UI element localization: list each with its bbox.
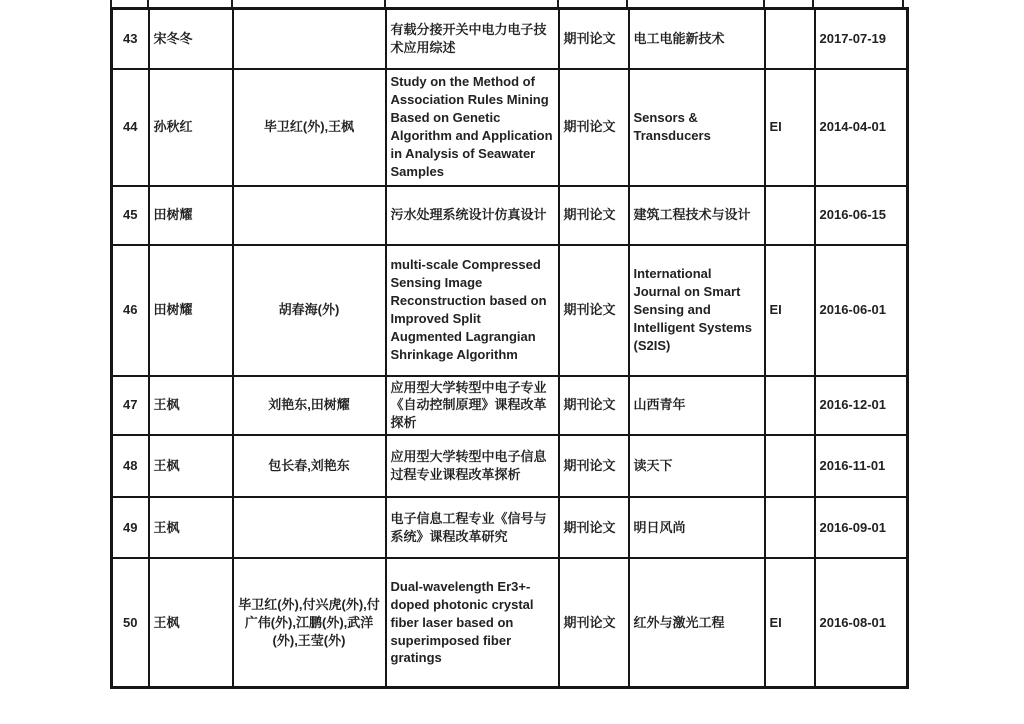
cell-title: 应用型大学转型中电子专业《自动控制原理》课程改革探析: [386, 376, 559, 436]
cell-type: 期刊论文: [559, 435, 629, 497]
cell-title: Dual-wavelength Er3+-doped photonic crystal fiber laser based on superimposed fiber gratings: [386, 558, 559, 687]
cell-title: 应用型大学转型中电子信息过程专业课程改革探析: [386, 435, 559, 497]
cell-index: 45: [112, 186, 149, 245]
cell-index: 47: [112, 376, 149, 436]
cell-type: 期刊论文: [559, 558, 629, 687]
cell-index: 48: [112, 435, 149, 497]
publications-table: [110, 7, 909, 689]
cell-first-author: 王枫: [149, 376, 233, 436]
cell-indexing: [765, 376, 815, 436]
table-row: [112, 186, 908, 245]
cell-type: 期刊论文: [559, 69, 629, 186]
cell-first-author: 王枫: [149, 435, 233, 497]
cell-date: 2016-09-01: [815, 497, 908, 558]
cell-indexing: EI: [765, 558, 815, 687]
cell-co-authors: [233, 186, 386, 245]
cell-first-author: 王枫: [149, 558, 233, 687]
cell-co-authors: 胡春海(外): [233, 245, 386, 376]
cell-indexing: [765, 186, 815, 245]
cell-journal: International Journal on Smart Sensing and Intelligent Systems (S2IS): [629, 245, 765, 376]
cell-indexing: [765, 435, 815, 497]
cell-journal: 红外与激光工程: [629, 558, 765, 687]
cell-type: 期刊论文: [559, 245, 629, 376]
cell-date: 2014-04-01: [815, 69, 908, 186]
cell-index: 46: [112, 245, 149, 376]
cell-type: 期刊论文: [559, 376, 629, 436]
cell-co-authors: 毕卫红(外),王枫: [233, 69, 386, 186]
cell-title: 电子信息工程专业《信号与系统》课程改革研究: [386, 497, 559, 558]
cell-title: 有载分接开关中电力电子技术应用综述: [386, 9, 559, 69]
cell-co-authors: [233, 9, 386, 69]
cell-journal: Sensors & Transducers: [629, 69, 765, 186]
cell-date: 2017-07-19: [815, 9, 908, 69]
cell-co-authors: [233, 497, 386, 558]
cell-index: 50: [112, 558, 149, 687]
cell-indexing: EI: [765, 69, 815, 186]
cell-date: 2016-12-01: [815, 376, 908, 436]
cell-indexing: [765, 497, 815, 558]
cell-index: 44: [112, 69, 149, 186]
table-row: [112, 376, 908, 436]
cell-first-author: 宋冬冬: [149, 9, 233, 69]
table-row: [112, 245, 908, 376]
table-row: [112, 558, 908, 687]
cell-first-author: 王枫: [149, 497, 233, 558]
cell-type: 期刊论文: [559, 186, 629, 245]
cell-type: 期刊论文: [559, 9, 629, 69]
cell-journal: 山西青年: [629, 376, 765, 436]
cell-title: 污水处理系统设计仿真设计: [386, 186, 559, 245]
table-row: [112, 497, 908, 558]
cell-date: 2016-06-15: [815, 186, 908, 245]
cell-journal: 建筑工程技术与设计: [629, 186, 765, 245]
cell-index: 43: [112, 9, 149, 69]
cell-journal: 电工电能新技术: [629, 9, 765, 69]
table-body: [112, 9, 908, 688]
cell-date: 2016-11-01: [815, 435, 908, 497]
table-row: [112, 9, 908, 69]
cell-journal: 明日风尚: [629, 497, 765, 558]
cell-index: 49: [112, 497, 149, 558]
cell-date: 2016-08-01: [815, 558, 908, 687]
cell-title: Study on the Method of Association Rules Mining Based on Genetic Algorithm and Application in Analysis of Seawater Samples: [386, 69, 559, 186]
cell-first-author: 田树耀: [149, 186, 233, 245]
cell-indexing: [765, 9, 815, 69]
table-row: [112, 435, 908, 497]
cell-indexing: EI: [765, 245, 815, 376]
cell-first-author: 孙秋红: [149, 69, 233, 186]
cell-co-authors: 刘艳东,田树耀: [233, 376, 386, 436]
cell-journal: 读天下: [629, 435, 765, 497]
cell-co-authors: 毕卫红(外),付兴虎(外),付广伟(外),江鹏(外),武洋(外),王莹(外): [233, 558, 386, 687]
cell-co-authors: 包长春,刘艳东: [233, 435, 386, 497]
cell-first-author: 田树耀: [149, 245, 233, 376]
cell-title: multi-scale Compressed Sensing Image Reconstruction based on Improved Split Augmented Lagrangian Shrinkage Algorithm: [386, 245, 559, 376]
table-row: [112, 69, 908, 186]
cell-type: 期刊论文: [559, 497, 629, 558]
cell-date: 2016-06-01: [815, 245, 908, 376]
